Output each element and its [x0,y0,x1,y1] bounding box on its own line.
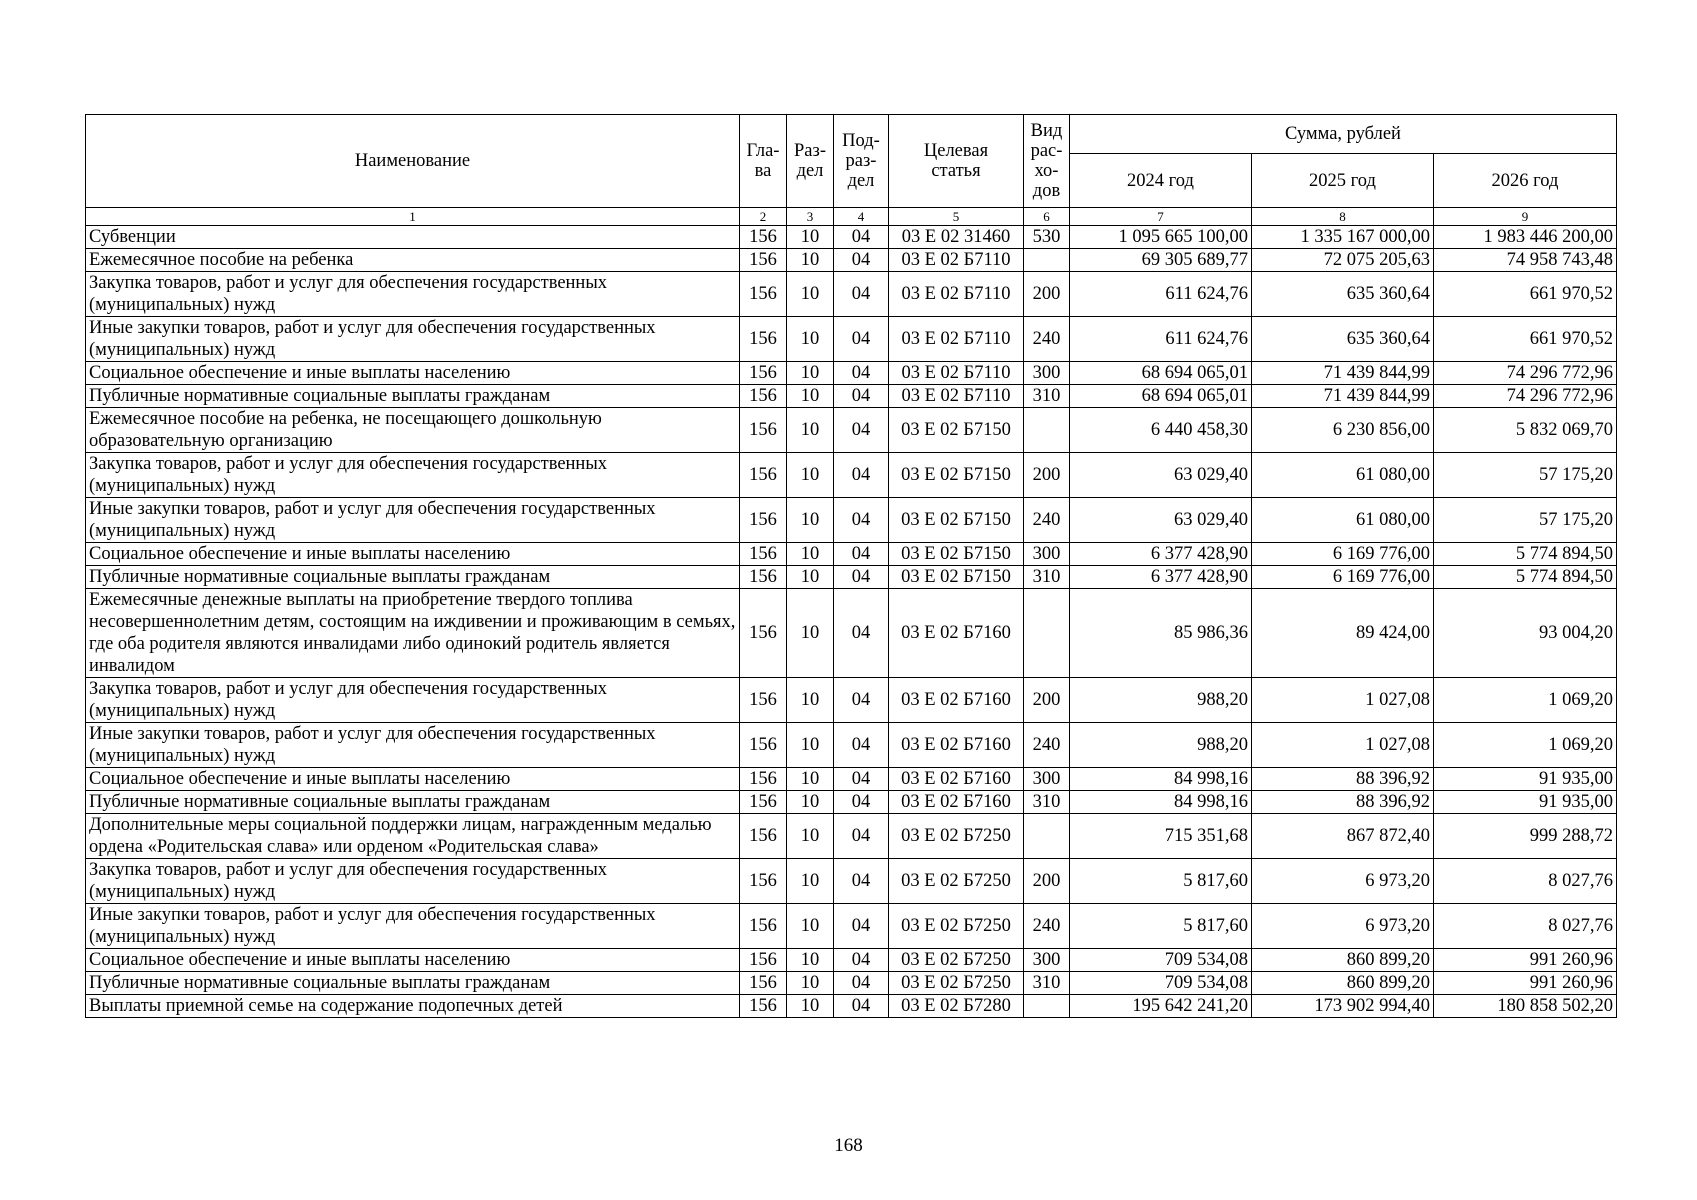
row-amount-2025: 635 360,64 [1252,272,1434,317]
header-year-2026: 2026 год [1434,154,1617,208]
row-podrazdel: 04 [834,814,889,859]
table-row [86,566,1617,589]
row-podrazdel: 04 [834,949,889,972]
row-name: Ежемесячные денежные выплаты на приобретение твердого топлива несовершеннолетним детям, состоящим на иждивении и проживающим в семьях, где оба родителя являются инвалидами либо одинокий родитель является инвалидом [86,589,740,678]
row-glava: 156 [740,249,787,272]
row-amount-2024: 6 377 428,90 [1070,543,1252,566]
row-name: Дополнительные меры социальной поддержки лицам, награжденным медалью ордена «Родительская слава» или орденом «Родительская слава» [86,814,740,859]
row-razdel: 10 [787,904,834,949]
row-amount-2025: 6 973,20 [1252,904,1434,949]
row-amount-2026: 991 260,96 [1434,949,1617,972]
header-glava: Гла- ва [740,115,787,208]
row-amount-2024: 195 642 241,20 [1070,995,1252,1018]
row-vid-rashodov: 200 [1024,272,1070,317]
row-amount-2026: 74 958 743,48 [1434,249,1617,272]
row-amount-2026: 91 935,00 [1434,768,1617,791]
row-vid-rashodov: 300 [1024,362,1070,385]
row-celevaya-statya: 03 Е 02 Б7160 [889,768,1024,791]
row-amount-2026: 5 774 894,50 [1434,543,1617,566]
row-name: Закупка товаров, работ и услуг для обеспечения государственных (муниципальных) нужд [86,859,740,904]
row-celevaya-statya: 03 Е 02 Б7110 [889,249,1024,272]
row-glava: 156 [740,543,787,566]
row-razdel: 10 [787,566,834,589]
row-vid-rashodov: 240 [1024,317,1070,362]
column-number: 8 [1252,208,1434,226]
row-vid-rashodov: 240 [1024,723,1070,768]
row-vid-rashodov: 310 [1024,566,1070,589]
row-podrazdel: 04 [834,723,889,768]
row-amount-2025: 1 027,08 [1252,678,1434,723]
row-celevaya-statya: 03 Е 02 Б7160 [889,723,1024,768]
row-name: Иные закупки товаров, работ и услуг для обеспечения государственных (муниципальных) нужд [86,317,740,362]
row-amount-2024: 6 440 458,30 [1070,408,1252,453]
row-podrazdel: 04 [834,249,889,272]
row-podrazdel: 04 [834,768,889,791]
row-vid-rashodov [1024,408,1070,453]
row-celevaya-statya: 03 Е 02 Б7160 [889,589,1024,678]
row-amount-2025: 61 080,00 [1252,498,1434,543]
table-body [86,226,1617,1018]
row-amount-2024: 988,20 [1070,723,1252,768]
table-row [86,272,1617,317]
table-row [86,543,1617,566]
row-celevaya-statya: 03 Е 02 Б7150 [889,453,1024,498]
row-glava: 156 [740,408,787,453]
row-podrazdel: 04 [834,995,889,1018]
row-razdel: 10 [787,972,834,995]
row-amount-2024: 85 986,36 [1070,589,1252,678]
row-amount-2025: 88 396,92 [1252,791,1434,814]
row-name: Социальное обеспечение и иные выплаты населению [86,362,740,385]
row-celevaya-statya: 03 Е 02 Б7110 [889,362,1024,385]
row-amount-2025: 860 899,20 [1252,949,1434,972]
table-row [86,814,1617,859]
row-amount-2025: 6 973,20 [1252,859,1434,904]
table-row [86,498,1617,543]
row-amount-2025: 867 872,40 [1252,814,1434,859]
row-amount-2025: 88 396,92 [1252,768,1434,791]
table-row [86,859,1617,904]
row-amount-2026: 8 027,76 [1434,859,1617,904]
table-row [86,226,1617,249]
table-row [86,317,1617,362]
row-podrazdel: 04 [834,362,889,385]
row-name: Иные закупки товаров, работ и услуг для обеспечения государственных (муниципальных) нужд [86,498,740,543]
row-vid-rashodov: 240 [1024,904,1070,949]
row-name: Выплаты приемной семье на содержание подопечных детей [86,995,740,1018]
row-celevaya-statya: 03 Е 02 Б7150 [889,498,1024,543]
row-celevaya-statya: 03 Е 02 Б7250 [889,949,1024,972]
row-glava: 156 [740,453,787,498]
row-glava: 156 [740,791,787,814]
row-podrazdel: 04 [834,566,889,589]
row-razdel: 10 [787,272,834,317]
row-name: Социальное обеспечение и иные выплаты населению [86,768,740,791]
row-podrazdel: 04 [834,859,889,904]
row-amount-2025: 1 335 167 000,00 [1252,226,1434,249]
table-row [86,768,1617,791]
row-name: Публичные нормативные социальные выплаты гражданам [86,791,740,814]
row-name: Социальное обеспечение и иные выплаты населению [86,949,740,972]
row-amount-2024: 5 817,60 [1070,904,1252,949]
row-podrazdel: 04 [834,408,889,453]
table-header [86,115,1617,226]
row-name: Закупка товаров, работ и услуг для обеспечения государственных (муниципальных) нужд [86,272,740,317]
row-celevaya-statya: 03 Е 02 Б7160 [889,678,1024,723]
row-amount-2025: 6 230 856,00 [1252,408,1434,453]
row-name: Ежемесячное пособие на ребенка, не посещающего дошкольную образовательную организацию [86,408,740,453]
row-amount-2025: 61 080,00 [1252,453,1434,498]
row-glava: 156 [740,362,787,385]
row-amount-2025: 6 169 776,00 [1252,543,1434,566]
row-amount-2025: 1 027,08 [1252,723,1434,768]
table-row [86,408,1617,453]
row-amount-2026: 1 069,20 [1434,678,1617,723]
row-podrazdel: 04 [834,791,889,814]
row-celevaya-statya: 03 Е 02 Б7110 [889,385,1024,408]
row-glava: 156 [740,272,787,317]
row-podrazdel: 04 [834,498,889,543]
row-vid-rashodov [1024,589,1070,678]
row-vid-rashodov: 300 [1024,949,1070,972]
header-year-2024: 2024 год [1070,154,1252,208]
header-summa: Сумма, рублей [1070,115,1617,154]
row-vid-rashodov: 200 [1024,859,1070,904]
table-row [86,385,1617,408]
row-amount-2026: 661 970,52 [1434,317,1617,362]
row-amount-2026: 1 069,20 [1434,723,1617,768]
column-number: 1 [86,208,740,226]
row-glava: 156 [740,949,787,972]
row-amount-2026: 1 983 446 200,00 [1434,226,1617,249]
row-amount-2024: 709 534,08 [1070,972,1252,995]
row-amount-2024: 69 305 689,77 [1070,249,1252,272]
row-razdel: 10 [787,453,834,498]
row-glava: 156 [740,385,787,408]
row-name: Иные закупки товаров, работ и услуг для обеспечения государственных (муниципальных) нужд [86,723,740,768]
row-celevaya-statya: 03 Е 02 Б7160 [889,791,1024,814]
row-amount-2024: 611 624,76 [1070,272,1252,317]
row-razdel: 10 [787,226,834,249]
row-amount-2026: 999 288,72 [1434,814,1617,859]
table-row [86,791,1617,814]
table-row [86,362,1617,385]
table-row [86,723,1617,768]
row-vid-rashodov [1024,814,1070,859]
column-number: 3 [787,208,834,226]
column-number: 5 [889,208,1024,226]
row-celevaya-statya: 03 Е 02 Б7150 [889,543,1024,566]
row-amount-2024: 68 694 065,01 [1070,362,1252,385]
row-amount-2026: 57 175,20 [1434,453,1617,498]
row-amount-2026: 661 970,52 [1434,272,1617,317]
row-razdel: 10 [787,362,834,385]
row-podrazdel: 04 [834,317,889,362]
row-amount-2024: 715 351,68 [1070,814,1252,859]
row-amount-2025: 173 902 994,40 [1252,995,1434,1018]
row-amount-2024: 709 534,08 [1070,949,1252,972]
row-amount-2026: 5 774 894,50 [1434,566,1617,589]
row-razdel: 10 [787,859,834,904]
row-amount-2024: 84 998,16 [1070,768,1252,791]
table-row [86,972,1617,995]
row-podrazdel: 04 [834,543,889,566]
header-razdel: Раз- дел [787,115,834,208]
row-razdel: 10 [787,385,834,408]
row-glava: 156 [740,317,787,362]
row-celevaya-statya: 03 Е 02 Б7250 [889,814,1024,859]
row-podrazdel: 04 [834,972,889,995]
table-row [86,678,1617,723]
row-razdel: 10 [787,317,834,362]
row-celevaya-statya: 03 Е 02 31460 [889,226,1024,249]
row-razdel: 10 [787,543,834,566]
row-vid-rashodov: 200 [1024,678,1070,723]
row-celevaya-statya: 03 Е 02 Б7250 [889,859,1024,904]
table-row [86,995,1617,1018]
table-row [86,589,1617,678]
row-name: Закупка товаров, работ и услуг для обеспечения государственных (муниципальных) нужд [86,678,740,723]
document-page [85,114,1616,1018]
row-vid-rashodov [1024,249,1070,272]
row-vid-rashodov: 310 [1024,791,1070,814]
row-vid-rashodov: 300 [1024,543,1070,566]
row-name: Социальное обеспечение и иные выплаты населению [86,543,740,566]
row-podrazdel: 04 [834,904,889,949]
row-amount-2024: 1 095 665 100,00 [1070,226,1252,249]
row-name: Ежемесячное пособие на ребенка [86,249,740,272]
row-name: Публичные нормативные социальные выплаты гражданам [86,972,740,995]
column-number: 6 [1024,208,1070,226]
row-razdel: 10 [787,249,834,272]
table-row [86,249,1617,272]
row-amount-2024: 63 029,40 [1070,498,1252,543]
row-vid-rashodov: 530 [1024,226,1070,249]
row-vid-rashodov: 310 [1024,385,1070,408]
row-razdel: 10 [787,589,834,678]
row-podrazdel: 04 [834,272,889,317]
row-amount-2026: 74 296 772,96 [1434,362,1617,385]
row-razdel: 10 [787,768,834,791]
row-glava: 156 [740,498,787,543]
table-row [86,904,1617,949]
row-amount-2024: 63 029,40 [1070,453,1252,498]
row-razdel: 10 [787,949,834,972]
row-amount-2024: 6 377 428,90 [1070,566,1252,589]
row-razdel: 10 [787,791,834,814]
budget-table [85,114,1617,1018]
row-podrazdel: 04 [834,385,889,408]
row-amount-2026: 93 004,20 [1434,589,1617,678]
row-amount-2026: 5 832 069,70 [1434,408,1617,453]
row-podrazdel: 04 [834,226,889,249]
row-amount-2026: 74 296 772,96 [1434,385,1617,408]
header-celevaya-statya: Целевая статья [889,115,1024,208]
row-celevaya-statya: 03 Е 02 Б7110 [889,317,1024,362]
row-razdel: 10 [787,995,834,1018]
row-amount-2024: 988,20 [1070,678,1252,723]
row-amount-2024: 5 817,60 [1070,859,1252,904]
row-glava: 156 [740,723,787,768]
row-name: Иные закупки товаров, работ и услуг для обеспечения государственных (муниципальных) нужд [86,904,740,949]
column-number: 4 [834,208,889,226]
row-amount-2025: 635 360,64 [1252,317,1434,362]
row-amount-2024: 84 998,16 [1070,791,1252,814]
row-celevaya-statya: 03 Е 02 Б7250 [889,972,1024,995]
row-amount-2024: 611 624,76 [1070,317,1252,362]
row-glava: 156 [740,814,787,859]
row-name: Публичные нормативные социальные выплаты гражданам [86,385,740,408]
row-amount-2025: 6 169 776,00 [1252,566,1434,589]
row-amount-2025: 71 439 844,99 [1252,385,1434,408]
row-amount-2025: 71 439 844,99 [1252,362,1434,385]
row-glava: 156 [740,226,787,249]
row-amount-2025: 72 075 205,63 [1252,249,1434,272]
row-razdel: 10 [787,814,834,859]
row-vid-rashodov [1024,995,1070,1018]
row-glava: 156 [740,768,787,791]
table-row [86,453,1617,498]
row-glava: 156 [740,995,787,1018]
row-celevaya-statya: 03 Е 02 Б7110 [889,272,1024,317]
row-name: Публичные нормативные социальные выплаты гражданам [86,566,740,589]
header-year-2025: 2025 год [1252,154,1434,208]
row-amount-2024: 68 694 065,01 [1070,385,1252,408]
row-glava: 156 [740,904,787,949]
row-celevaya-statya: 03 Е 02 Б7150 [889,408,1024,453]
header-podrazdel: Под- раз- дел [834,115,889,208]
row-amount-2026: 91 935,00 [1434,791,1617,814]
row-amount-2026: 8 027,76 [1434,904,1617,949]
row-vid-rashodov: 200 [1024,453,1070,498]
row-glava: 156 [740,589,787,678]
row-celevaya-statya: 03 Е 02 Б7250 [889,904,1024,949]
row-razdel: 10 [787,678,834,723]
column-number: 2 [740,208,787,226]
header-vid-rashodov: Вид рас- хо- дов [1024,115,1070,208]
row-name: Закупка товаров, работ и услуг для обеспечения государственных (муниципальных) нужд [86,453,740,498]
row-glava: 156 [740,678,787,723]
row-amount-2026: 180 858 502,20 [1434,995,1617,1018]
row-name: Субвенции [86,226,740,249]
row-vid-rashodov: 240 [1024,498,1070,543]
row-amount-2026: 991 260,96 [1434,972,1617,995]
row-glava: 156 [740,566,787,589]
row-glava: 156 [740,972,787,995]
table-row [86,949,1617,972]
row-podrazdel: 04 [834,589,889,678]
row-glava: 156 [740,859,787,904]
row-amount-2025: 860 899,20 [1252,972,1434,995]
page-number: 168 [834,1135,863,1156]
row-celevaya-statya: 03 Е 02 Б7280 [889,995,1024,1018]
row-vid-rashodov: 310 [1024,972,1070,995]
row-amount-2026: 57 175,20 [1434,498,1617,543]
row-podrazdel: 04 [834,678,889,723]
row-razdel: 10 [787,408,834,453]
row-amount-2025: 89 424,00 [1252,589,1434,678]
row-razdel: 10 [787,498,834,543]
header-name: Наименование [86,115,740,208]
row-vid-rashodov: 300 [1024,768,1070,791]
row-razdel: 10 [787,723,834,768]
column-number: 7 [1070,208,1252,226]
row-celevaya-statya: 03 Е 02 Б7150 [889,566,1024,589]
column-number: 9 [1434,208,1617,226]
row-podrazdel: 04 [834,453,889,498]
